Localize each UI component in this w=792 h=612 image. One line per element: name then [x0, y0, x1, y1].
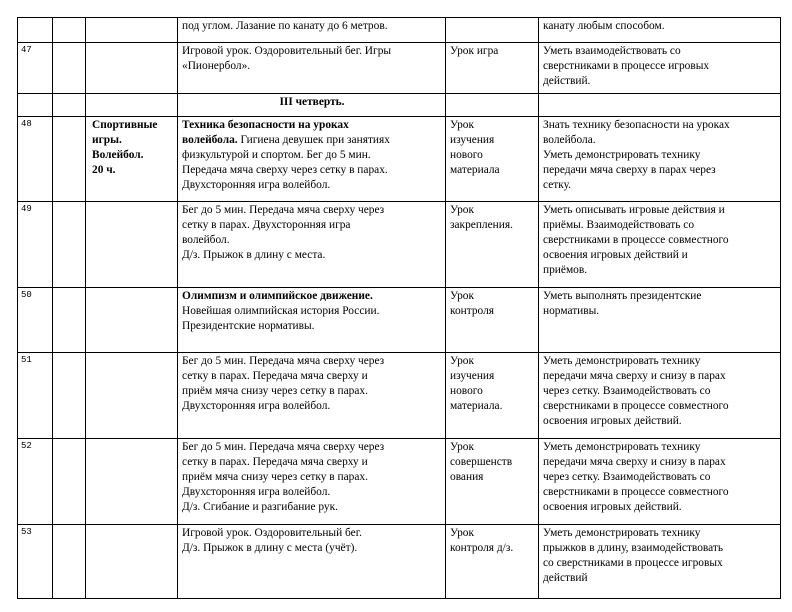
cell-line [543, 59, 777, 74]
text: через сетку. Взаимодействовать со [543, 385, 711, 397]
cell-line: Волейбол. [92, 149, 144, 161]
quarter-heading: III четверть. [279, 96, 345, 108]
cell-line [543, 399, 777, 414]
text: под углом. Лазание по канату до 6 метров. [182, 20, 388, 32]
text: волейбол. [182, 234, 230, 246]
text: через сетку. Взаимодействовать со [543, 471, 711, 483]
text: приёмов. [543, 264, 588, 276]
cell-line [543, 148, 777, 163]
cell-line [543, 289, 777, 304]
cell-line: материала [450, 164, 500, 176]
cell-line [543, 178, 777, 193]
lesson-number: 52 [18, 439, 53, 525]
section-cell [86, 94, 178, 117]
cell-line [543, 74, 777, 89]
cell-line [543, 203, 777, 218]
section-cell [86, 43, 178, 94]
text: волейбола. [543, 134, 596, 146]
cell-line [543, 163, 777, 178]
text: Игровой урок. Оздоровительный бег. [182, 527, 362, 539]
cell-line [543, 440, 777, 455]
text: освоения игровых действий и [543, 249, 688, 261]
cell-line [543, 414, 777, 429]
cell-line: нового [450, 149, 483, 161]
cell-line [182, 248, 442, 263]
cell-line: игры. [92, 134, 122, 146]
text: Президентские нормативы. [182, 320, 315, 332]
table-row [18, 439, 781, 525]
cell-line [182, 500, 442, 515]
lesson-type [446, 117, 539, 202]
cell-line [543, 556, 777, 571]
table-row [18, 202, 781, 288]
cell-line [182, 470, 442, 485]
text: приём мяча снизу через сетку в парах. [182, 385, 368, 397]
text: передачи мяча сверху и снизу в парах [543, 456, 726, 468]
cell-line [543, 44, 777, 59]
cell-line: Урок [450, 355, 474, 367]
table-row [18, 353, 781, 439]
date-cell [53, 439, 86, 525]
lesson-number [18, 18, 53, 43]
text: Д/з. Сгибание и разгибание рук. [182, 501, 338, 513]
lesson-content [178, 202, 446, 288]
cell-line [182, 148, 442, 163]
text: «Пионербол». [182, 60, 251, 72]
cell-line [182, 319, 442, 334]
requirements [539, 288, 781, 353]
cell-line [543, 369, 777, 384]
lesson-type [446, 202, 539, 288]
lesson-number: 48 [18, 117, 53, 202]
lesson-number: 47 [18, 43, 53, 94]
lesson-content [178, 525, 446, 599]
text: освоения игровых действий. [543, 415, 682, 427]
text: Новейшая олимпийская история России. [182, 305, 380, 317]
lesson-number: 51 [18, 353, 53, 439]
cell-line: изучения [450, 134, 495, 146]
lesson-content [178, 43, 446, 94]
cell-line: Урок [450, 119, 474, 131]
cell-line [543, 233, 777, 248]
cell-line [182, 369, 442, 384]
table-row [18, 43, 781, 94]
cell-line: материала. [450, 400, 503, 412]
text: Уметь демонстрировать технику [543, 527, 701, 539]
cell-line [182, 304, 442, 319]
text: Д/з. Прыжок в длину с места. [182, 249, 326, 261]
table-row [18, 94, 781, 117]
lesson-type [446, 43, 539, 94]
section-cell [86, 18, 178, 43]
cell-line [543, 470, 777, 485]
cell-line: совершенств [450, 456, 513, 468]
cell-line [182, 118, 442, 133]
cell-line [543, 133, 777, 148]
cell-line [543, 500, 777, 515]
requirements [539, 94, 781, 117]
text: Двухсторонняя игра волейбол. [182, 179, 331, 191]
text: Бег до 5 мин. Передача мяча сверху через [182, 355, 385, 367]
bold-text: Олимпизм и олимпийское движение. [182, 290, 373, 302]
cell-line [182, 233, 442, 248]
cell-line: Урок [450, 204, 474, 216]
cell-line [543, 455, 777, 470]
cell-line [182, 44, 442, 59]
date-cell [53, 43, 86, 94]
lesson-number [18, 94, 53, 117]
section-cell [86, 525, 178, 599]
section-cell [86, 202, 178, 288]
text: Д/з. Прыжок в длину с места (учёт). [182, 542, 358, 554]
requirements [539, 525, 781, 599]
date-cell [53, 353, 86, 439]
lesson-content [178, 117, 446, 202]
lesson-type [446, 353, 539, 439]
cell-line: нового [450, 385, 483, 397]
cell-line [182, 541, 442, 556]
cell-line [182, 163, 442, 178]
cell-line [182, 218, 442, 233]
date-cell [53, 18, 86, 43]
table-row [18, 288, 781, 353]
cell-line [182, 19, 442, 34]
section-cell [86, 117, 178, 202]
lesson-plan-table [17, 17, 781, 599]
lesson-type [446, 439, 539, 525]
cell-line [543, 304, 777, 319]
lesson-content [178, 439, 446, 525]
lesson-type [446, 525, 539, 599]
text: Знать технику безопасности на уроках [543, 119, 730, 131]
date-cell [53, 288, 86, 353]
text: со сверстниками в процессе игровых [543, 557, 723, 569]
cell-line: Урок [450, 527, 474, 539]
lesson-type [446, 288, 539, 353]
text: сверстниками в процессе игровых [543, 60, 710, 72]
cell-line: Спортивные [92, 119, 158, 131]
table-row [18, 18, 781, 43]
section-cell [86, 353, 178, 439]
text: физкультурой и спортом. Бег до 5 мин. [182, 149, 371, 161]
cell-line [182, 289, 442, 304]
cell-line [182, 455, 442, 470]
requirements [539, 117, 781, 202]
date-cell [53, 525, 86, 599]
text: приём мяча снизу через сетку в парах. [182, 471, 368, 483]
cell-line [182, 133, 442, 148]
requirements [539, 18, 781, 43]
text: сверстниками в процессе совместного [543, 486, 729, 498]
table-row [18, 117, 781, 202]
lesson-content [178, 94, 446, 117]
text: освоения игровых действий. [543, 501, 682, 513]
cell-line [543, 541, 777, 556]
cell-line [182, 485, 442, 500]
date-cell [53, 94, 86, 117]
cell-line [182, 178, 442, 193]
cell-line [182, 354, 442, 369]
text: Уметь демонстрировать технику [543, 149, 701, 161]
requirements [539, 353, 781, 439]
cell-line: Урок [450, 290, 474, 302]
text: Уметь демонстрировать технику [543, 441, 701, 453]
text: приёмы. Взаимодействовать со [543, 219, 695, 231]
cell-line [182, 203, 442, 218]
text: сетку. [543, 179, 572, 191]
table-row [18, 525, 781, 599]
requirements [539, 202, 781, 288]
cell-line [182, 526, 442, 541]
lesson-number: 50 [18, 288, 53, 353]
cell-line [543, 571, 777, 586]
text: передачи мяча сверху и снизу в парах [543, 370, 726, 382]
text: Бег до 5 мин. Передача мяча сверху через [182, 204, 385, 216]
cell-line [543, 485, 777, 500]
cell-line [543, 218, 777, 233]
cell-line: Урок игра [450, 45, 499, 57]
cell-line [182, 59, 442, 74]
bold-text: Техника безопасности на уроках [182, 119, 349, 131]
cell-line [182, 399, 442, 414]
text: Уметь взаимодействовать со [543, 45, 681, 57]
lesson-number: 49 [18, 202, 53, 288]
cell-line: 20 ч. [92, 164, 116, 176]
text: нормативы. [543, 305, 600, 317]
cell-line: контроля д/з. [450, 542, 514, 554]
section-cell [86, 288, 178, 353]
cell-line: контроля [450, 305, 495, 317]
lesson-content [178, 288, 446, 353]
requirements [539, 439, 781, 525]
cell-line: ования [450, 471, 484, 483]
text: Бег до 5 мин. Передача мяча сверху через [182, 441, 385, 453]
text: сетку в парах. Передача мяча сверху и [182, 370, 368, 382]
requirements [539, 43, 781, 94]
text: Двухсторонняя игра волейбол. [182, 400, 331, 412]
text: Уметь демонстрировать технику [543, 355, 701, 367]
text: сетку в парах. Передача мяча сверху и [182, 456, 368, 468]
cell-line [543, 526, 777, 541]
cell-line [182, 440, 442, 455]
bold-text: волейбола. [182, 134, 238, 146]
cell-line [543, 354, 777, 369]
lesson-type [446, 18, 539, 43]
text: Передача мяча сверху через сетку в парах. [182, 164, 388, 176]
cell-line [543, 19, 777, 34]
cell-line [543, 384, 777, 399]
text: сетку в парах. Двухсторонняя игра [182, 219, 351, 231]
cell-line [543, 248, 777, 263]
lesson-content [178, 18, 446, 43]
cell-line: изучения [450, 370, 495, 382]
text: сверстниками в процессе совместного [543, 400, 729, 412]
lesson-content [178, 353, 446, 439]
date-cell [53, 202, 86, 288]
text: передачи мяча сверху в парах через [543, 164, 716, 176]
section-cell [86, 439, 178, 525]
lesson-type [446, 94, 539, 117]
text: Гигиена девушек при занятиях [237, 134, 390, 146]
cell-line: Урок [450, 441, 474, 453]
cell-line [182, 384, 442, 399]
text: сверстниками в процессе совместного [543, 234, 729, 246]
cell-line [543, 118, 777, 133]
text: Игровой урок. Оздоровительный бег. Игры [182, 45, 392, 57]
cell-line: закрепления. [450, 219, 513, 231]
text: канату любым способом. [543, 20, 665, 32]
text: Уметь описывать игровые действия и [543, 204, 725, 216]
text: прыжков в длину, взаимодействовать [543, 542, 724, 554]
text: Двухсторонняя игра волейбол. [182, 486, 331, 498]
lesson-number: 53 [18, 525, 53, 599]
text: действий [543, 572, 588, 584]
text: Уметь выполнять президентские [543, 290, 702, 302]
text: действий. [543, 75, 591, 87]
date-cell [53, 117, 86, 202]
cell-line [543, 263, 777, 278]
